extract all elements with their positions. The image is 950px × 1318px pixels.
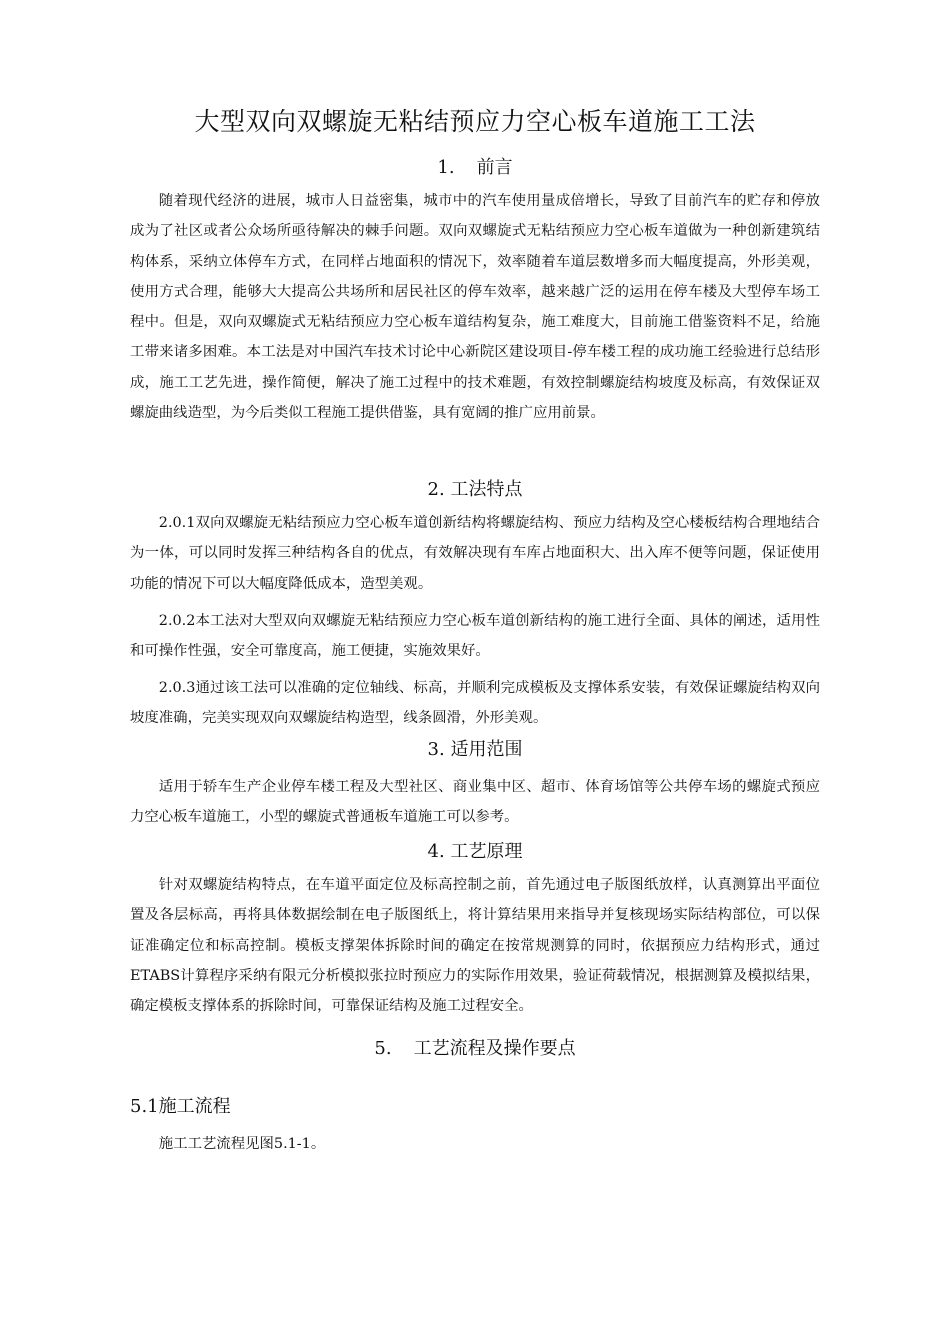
- paragraph: 针对双螺旋结构特点，在车道平面定位及标高控制之前，首先通过电子版图纸放样，认真测算出平面位置及各层标高，再将具体数据绘制在电子版图纸上，将计算结果用来指导并复核现场实际结构部位，可以保证准确定位和标高控制。模板支撑架体拆除时间的确定在按常规测算的同时，依据预应力结构形式，通过ETABS计算程序采纳有限元分析模拟张拉时预应力的实际作用效果，验证荷载情况，根据测算及模拟结果，确定模板支撑体系的拆除时间，可靠保证结构及施工过程安全。: [130, 877, 820, 1015]
- section-number: 1.: [437, 157, 455, 178]
- section-number: 5.: [374, 1038, 392, 1059]
- paragraph: 适用于轿车生产企业停车楼工程及大型社区、商业集中区、超市、体育场馆等公共停车场的螺旋式预应力空心板车道施工，小型的螺旋式普通板车道施工可以参考。: [130, 779, 820, 826]
- section-title: 前言: [476, 157, 513, 178]
- paragraph: 2.0.2本工法对大型双向双螺旋无粘结预应力空心板车道创新结构的施工进行全面、具体的阐述，适用性和可操作性强，安全可靠度高，施工便捷，实施效果好。: [130, 613, 820, 660]
- paragraph: 施工工艺流程见图5.1-1。: [158, 1136, 326, 1152]
- paragraph: 随着现代经济的进展，城市人日益密集，城市中的汽车使用量成倍增长，导致了目前汽车的贮存和停放成为了社区或者公众场所亟待解决的棘手问题。双向双螺旋式无粘结预应力空心板车道做为一种创新建筑结构体系，采纳立体停车方式，在同样占地面积的情况下，效率随着车道层数增多而大幅度提高，外形美观，使用方式合理，能够大大提高公共场所和居民社区的停车效率，越来越广泛的运用在停车楼及大型停车场工程中。但是，双向双螺旋式无粘结预应力空心板车道结构复杂，施工难度大，目前施工借鉴资料不足，给施工带来诸多困难。本工法是对中国汽车技术讨论中心新院区建设项目-停车楼工程的成功施工经验进行总结形成，施工工艺先进，操作简便，解决了施工过程中的技术难题，有效控制螺旋结构坡度及标高，有效保证双螺旋曲线造型，为今后类似工程施工提供借鉴，具有宽阔的推广应用前景。: [130, 193, 820, 422]
- section-heading-2: 2. 工法特点: [427, 479, 523, 500]
- section-heading-4: 4. 工艺原理: [427, 841, 523, 862]
- subsection-heading: 5.1施工流程: [130, 1096, 231, 1117]
- paragraph: 2.0.3通过该工法可以准确的定位轴线、标高，并顺利完成模板及支撑体系安装，有效保证螺旋结构双向坡度准确，完美实现双向双螺旋结构造型，线条圆滑，外形美观。: [130, 680, 820, 727]
- paragraph: 2.0.1双向双螺旋无粘结预应力空心板车道创新结构将螺旋结构、预应力结构及空心楼板结构合理地结合为一体，可以同时发挥三种结构各自的优点，有效解决现有车库占地面积大、出入库不便等问题，保证使用功能的情况下可以大幅度降低成本，造型美观。: [130, 515, 820, 592]
- section-heading-5: [0, 1036, 950, 1062]
- section-heading-3: 3. 适用范围: [427, 739, 523, 760]
- document-title: 大型双向双螺旋无粘结预应力空心板车道施工工法: [194, 107, 756, 136]
- section-title: 工艺流程及操作要点: [413, 1038, 576, 1059]
- section-heading-1: [0, 155, 950, 181]
